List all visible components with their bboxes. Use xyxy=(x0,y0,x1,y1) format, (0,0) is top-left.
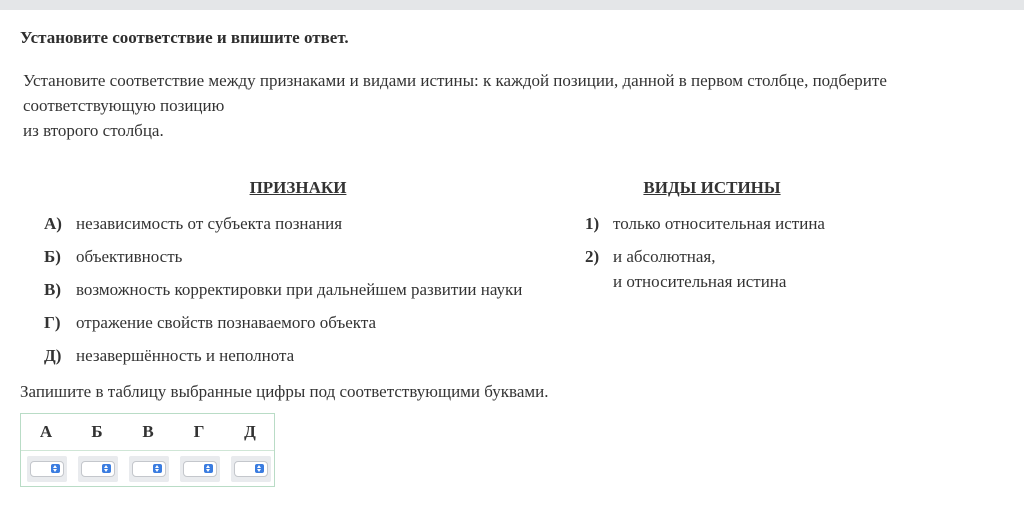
column-header-truth-types: ВИДЫ ИСТИНЫ xyxy=(643,178,781,197)
feature-text: незавершённость и неполнота xyxy=(76,346,295,365)
truth-text: и абсолютная, xyxy=(613,247,716,266)
answer-header-d: Д xyxy=(244,422,256,441)
answer-instruction: Запишите в таблицу выбранные цифры под соответствующими буквами. xyxy=(20,382,549,401)
up-down-chevron-icon xyxy=(153,464,162,473)
top-strip xyxy=(0,0,1024,10)
table-divider xyxy=(21,450,274,451)
feature-text: возможность корректировки при дальнейшем развитии науки xyxy=(76,280,523,299)
answer-header-v: В xyxy=(142,422,154,441)
feature-key: Д) xyxy=(44,346,62,365)
feature-text: независимость от субъекта познания xyxy=(76,214,343,233)
answer-header-a: А xyxy=(39,422,53,441)
task-text-line: Установите соответствие между признаками и видами истины: к каждой позиции, данной в первом столбце, подберите xyxy=(23,71,887,90)
column-header-features: ПРИЗНАКИ xyxy=(249,178,347,197)
answer-header-b: Б xyxy=(91,422,103,441)
feature-key: В) xyxy=(44,280,61,299)
truth-text: и относительная истина xyxy=(613,272,787,291)
answer-cell-d xyxy=(231,456,271,482)
feature-text: отражение свойств познаваемого объекта xyxy=(76,313,377,332)
answer-cell-a xyxy=(27,456,67,482)
answer-select-b[interactable] xyxy=(81,461,115,477)
truth-text: только относительная истина xyxy=(613,214,825,233)
answer-select-d[interactable] xyxy=(234,461,268,477)
feature-key: Б) xyxy=(44,247,61,266)
task-text xyxy=(23,68,997,143)
up-down-chevron-icon xyxy=(102,464,111,473)
truth-key: 1) xyxy=(585,214,600,233)
answer-select-g[interactable] xyxy=(183,461,217,477)
answer-cell-b xyxy=(78,456,118,482)
answer-header-g: Г xyxy=(193,422,205,441)
answer-cell-g xyxy=(180,456,220,482)
task-title: Установите соответствие и впишите ответ. xyxy=(20,28,349,47)
feature-key: Г) xyxy=(44,313,61,332)
task-text-line: соответствующую позицию xyxy=(23,96,225,115)
task-text-line: из второго столбца. xyxy=(23,121,164,140)
up-down-chevron-icon xyxy=(51,464,60,473)
up-down-chevron-icon xyxy=(255,464,264,473)
feature-key: А) xyxy=(44,214,62,233)
answer-select-a[interactable] xyxy=(30,461,64,477)
up-down-chevron-icon xyxy=(204,464,213,473)
feature-text: объективность xyxy=(76,247,183,266)
answer-table xyxy=(20,413,275,487)
answer-select-v[interactable] xyxy=(132,461,166,477)
answer-cell-v xyxy=(129,456,169,482)
truth-key: 2) xyxy=(585,247,600,266)
